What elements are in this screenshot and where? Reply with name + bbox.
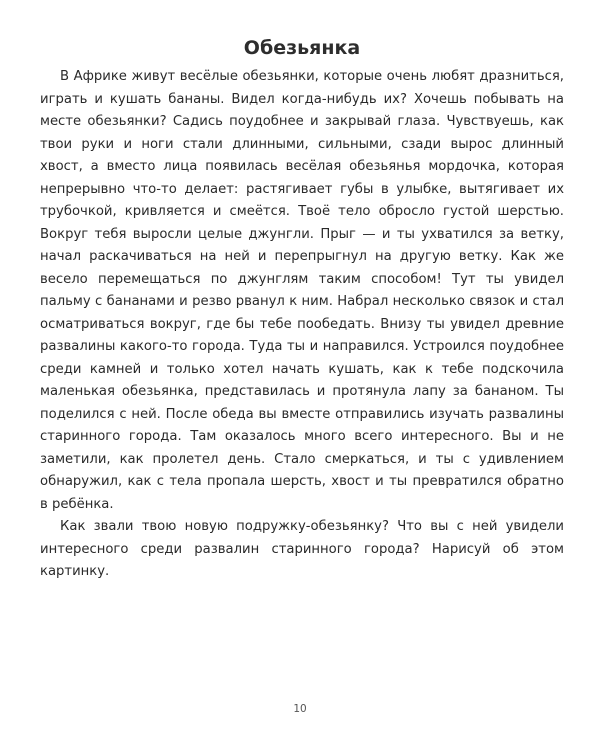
page-content <box>40 36 564 584</box>
story-paragraph: В Африке живут весёлые обезьянки, которые очень любят дразниться, играть и кушать бананы. Видел когда-нибудь их? Хочешь побывать на месте обезьянки? Садись поудобнее и закрывай глаза. Чувствуешь, как твои руки и ноги стали длинными, сильными, сзади вырос длинный хвост, а вместо лица появилась весёлая обезьянья мордочка, которая непрерывно что-то делает: растягивает губы в улыбке, вытягивает их трубочкой, кривляется и смеётся. Твоё тело обросло густой шерстью. Вокруг тебя выросли целые джунгли. Прыг — и ты ухватился за ветку, начал раскачиваться на ней и перепрыгнул на другую ветку. Как же весело перемещаться по джунглям таким способом! Тут ты увидел пальму с бананами и резво рванул к ним. Набрал несколько связок и стал осматриваться вокруг, где бы тебе пообедать. Внизу ты увидел древние развалины какого-то города. Туда ты и направился. Устроился поудобнее среди камней и только хотел начать кушать, как к тебе подскочила маленькая обезьянка, представилась и протянула лапу за бананом. Ты поделился с ней. После обеда вы вместе отправились изучать развалины старинного города. Там оказалось много всего интересного. Вы и не заметили, как пролетел день. Стало смеркаться, и ты с удивлением обнаружил, как с тела пропала шерсть, хвост и ты превратился обратно в ребёнка. <box>40 69 564 512</box>
page-number: 10 <box>293 703 307 715</box>
task-paragraph: Как звали твою новую подружку-обезьянку? Что вы с ней увидели интересного среди развалин старинного города? Нарисуй об этом картинку. <box>40 519 564 579</box>
story-title: Обезьянка <box>243 37 361 59</box>
